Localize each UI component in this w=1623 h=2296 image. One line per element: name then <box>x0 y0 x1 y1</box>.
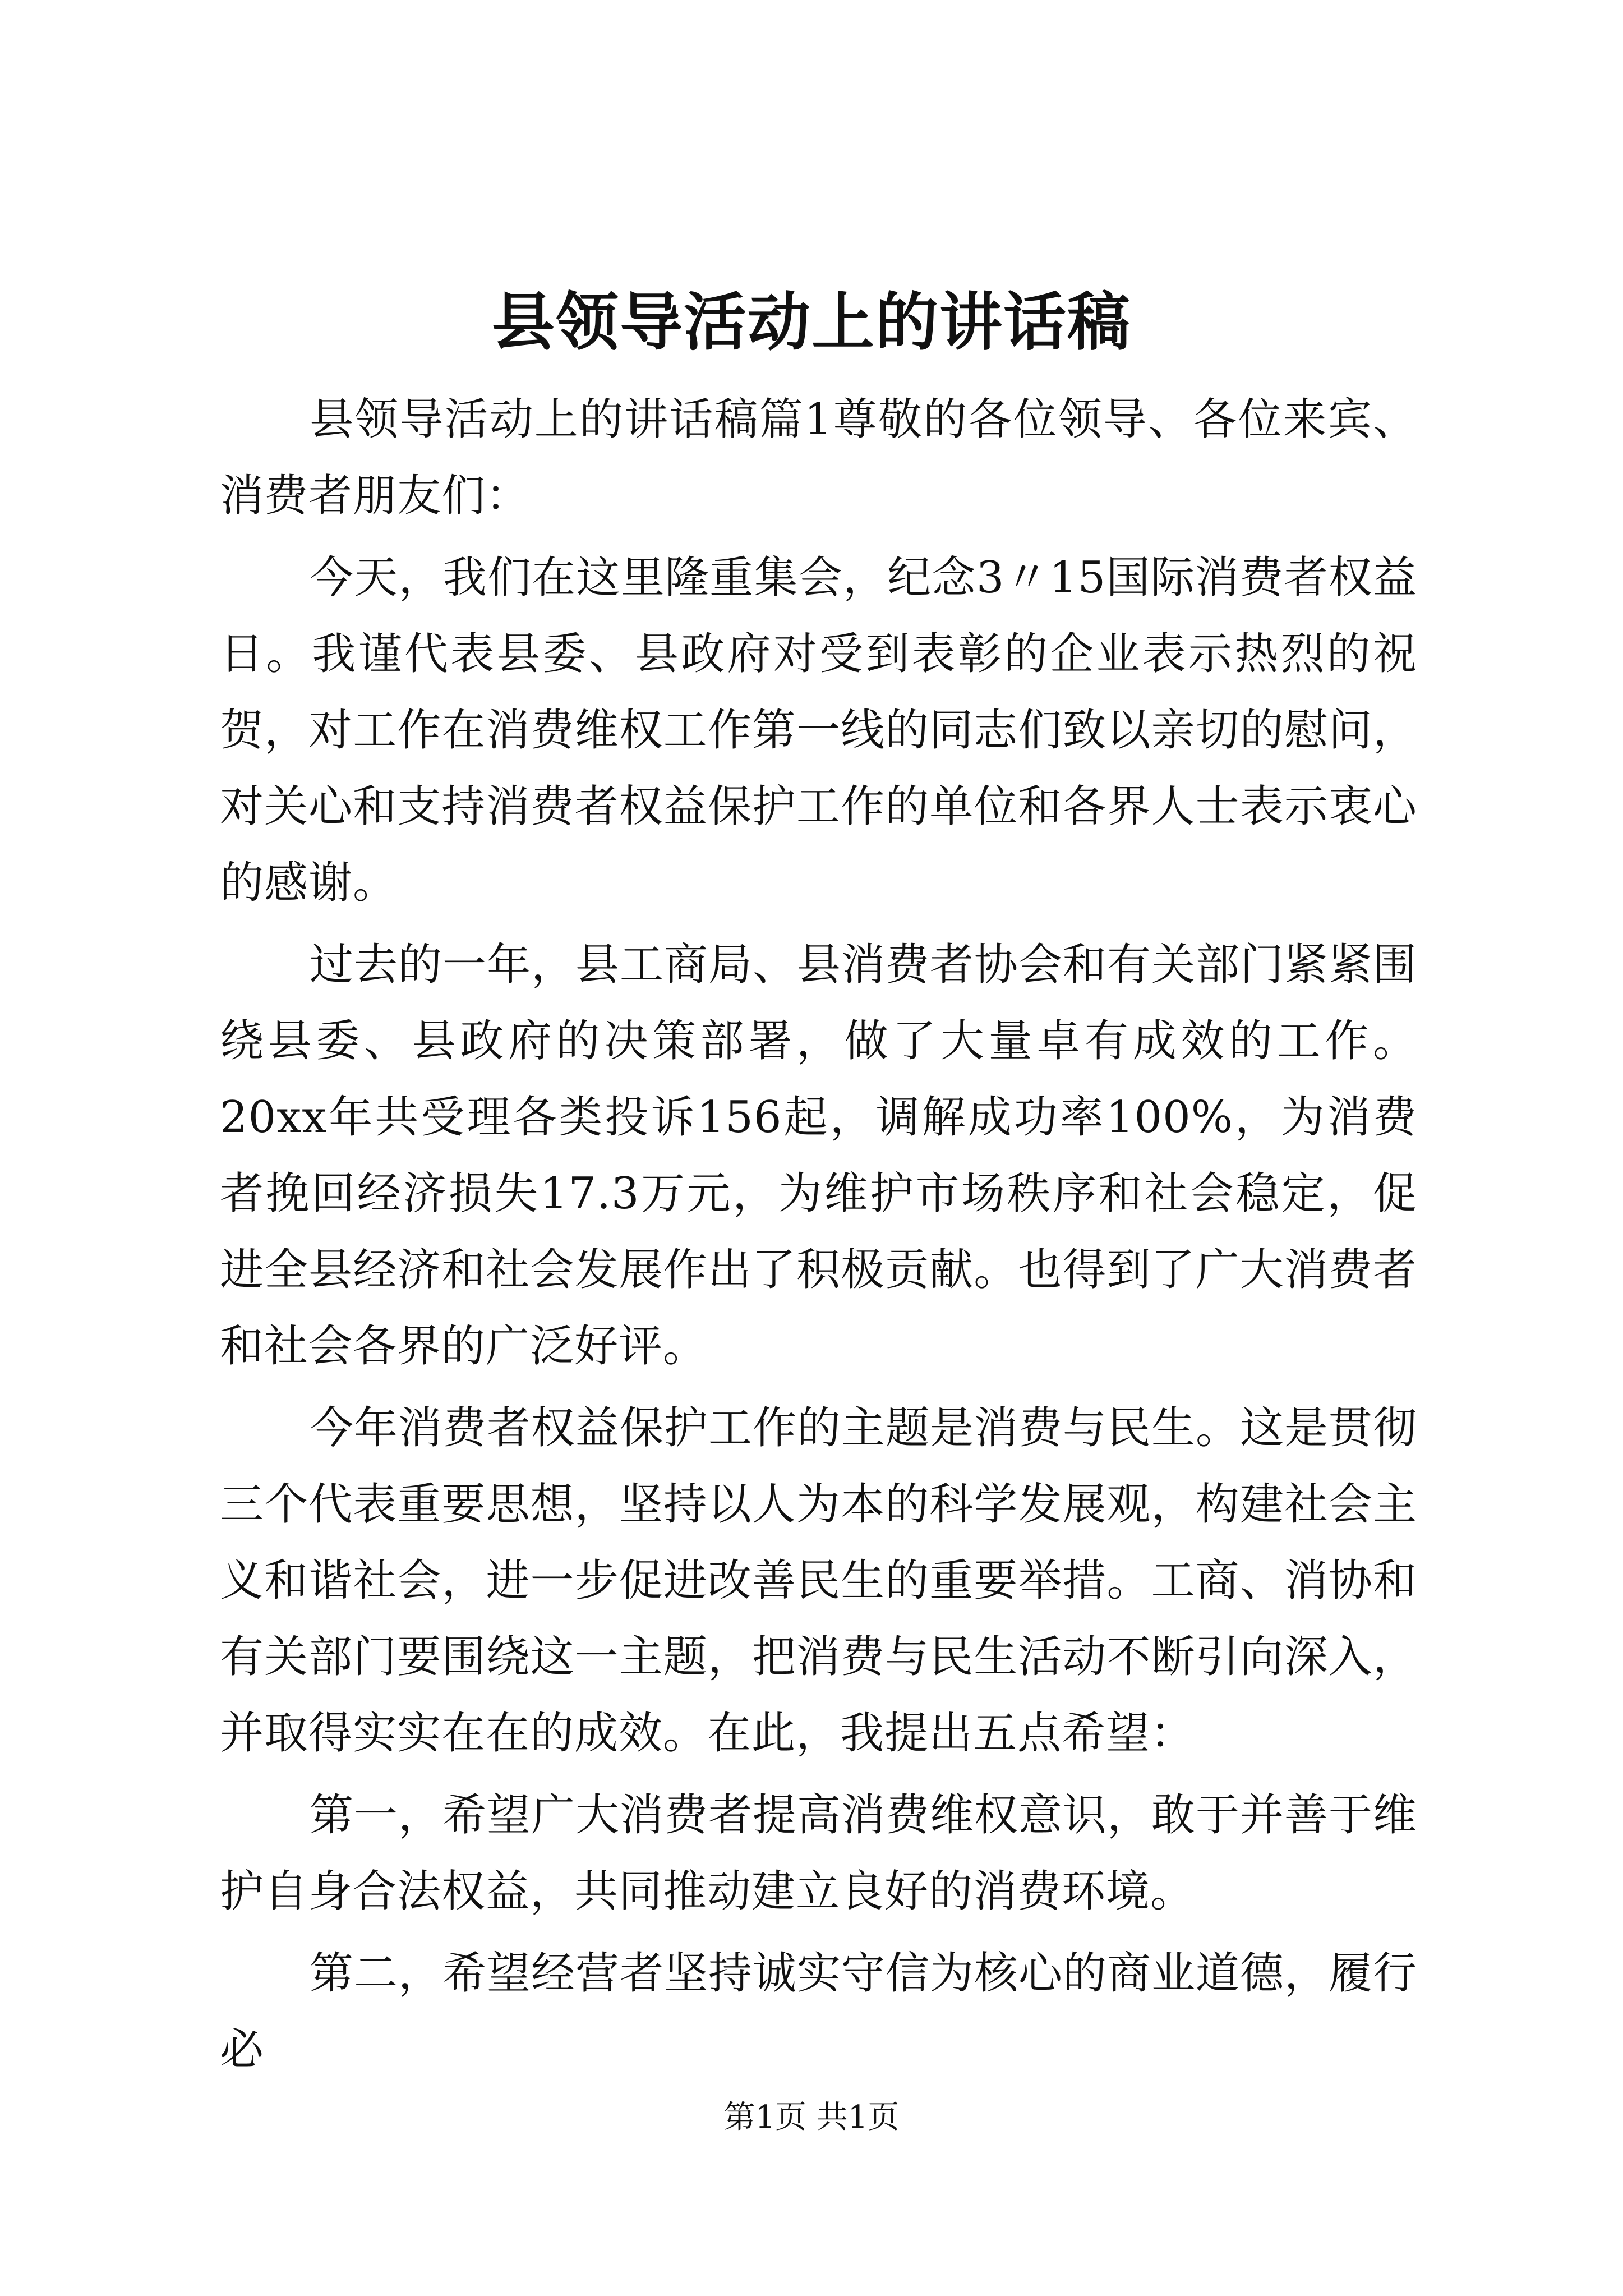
paragraph-theme: 今年消费者权益保护工作的主题是消费与民生。这是贯彻三个代表重要思想，坚持以人为本的科学发展观，构建社会主义和谐社会，进一步促进改善民生的重要举措。工商、消协和有关部门要围绕这一主题，把消费与民生活动不断引向深入，并取得实实在在的成效。在此，我提出五点希望： <box>220 1403 1418 1759</box>
paragraph-greeting: 县领导活动上的讲话稿篇1尊敬的各位领导、各位来宾、消费者朋友们： <box>220 394 1417 521</box>
paragraph-review: 过去的一年，县工商局、县消费者协会和有关部门紧紧围绕县委、县政府的决策部署，做了大量卓有成效的工作。20xx年共受理各类投诉156起，调解成功率100%，为消费者挽回经济损失17.3万元，为维护市场秩序和社会稳定，促进全县经济和社会发展作出了积极贡献。也得到了广大消费者和社会各界的广泛好评。 <box>220 940 1418 1372</box>
paragraph-hope-two: 第二，希望经营者坚持诚实守信为核心的商业道德，履行必 <box>220 1948 1418 2075</box>
paragraph-opening: 今天，我们在这里隆重集会，纪念3〃15国际消费者权益日。我谨代表县委、县政府对受到表彰的企业表示热烈的祝贺，对工作在消费维权工作第一线的同志们致以亲切的慰问，对关心和支持消费者权益保护工作的单位和各界人士表示衷心的感谢。 <box>220 553 1417 908</box>
paragraph-hope-one: 第一，希望广大消费者提高消费维权意识，敢于并善于维护自身合法权益，共同推动建立良好的消费环境。 <box>220 1790 1418 1917</box>
document-body <box>220 381 1417 2093</box>
page-footer: 第1页 共1页 <box>723 2099 900 2136</box>
document-title: 县领导活动上的讲话稿 <box>492 286 1131 359</box>
